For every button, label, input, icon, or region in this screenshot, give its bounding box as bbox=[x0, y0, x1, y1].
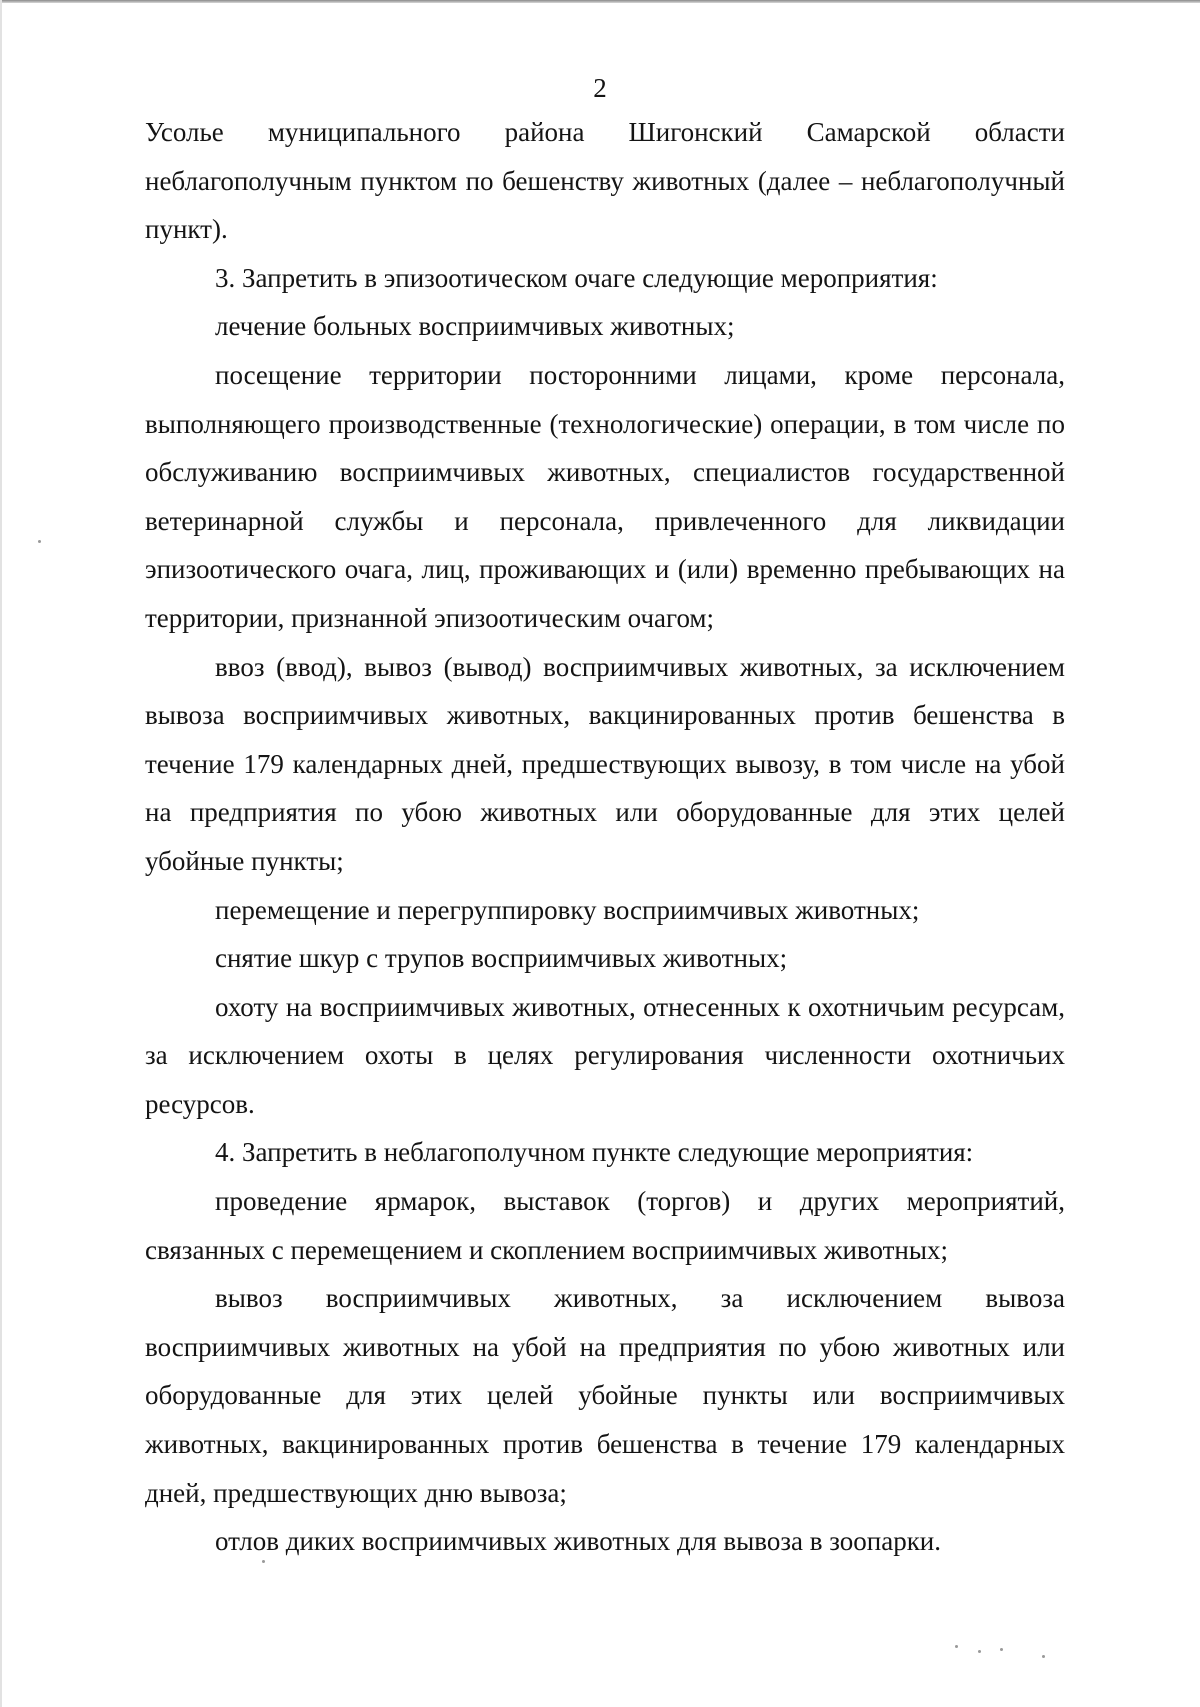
paragraph-item-3-heading: 3. Запретить в эпизоотическом очаге следующие мероприятия: bbox=[215, 262, 938, 293]
paragraph-skinning-ban: снятие шкур с трупов восприимчивых животных; bbox=[215, 943, 788, 974]
scan-left-edge bbox=[0, 0, 2, 1707]
paragraph-capture-ban: отлов диких восприимчивых животных для вывоза в зоопарки. bbox=[215, 1526, 942, 1557]
paragraph-item-4-heading: 4. Запретить в неблагополучном пункте следующие мероприятия: bbox=[215, 1137, 974, 1168]
document-body bbox=[145, 108, 1065, 1566]
scan-speck bbox=[262, 1560, 265, 1563]
scan-speck bbox=[38, 540, 41, 543]
scan-speck bbox=[1042, 1655, 1045, 1658]
scan-speck bbox=[955, 1645, 958, 1648]
scan-speck bbox=[1000, 1648, 1003, 1651]
paragraph-import-export-ban: ввоз (ввод), вывоз (вывод) восприимчивых животных, за исключением вывоза восприимчивых животных, вакцинированных против бешенства в течение 179 календарных дней, предшествующих вывозу, в том числе на убой на предприятия по убою животных или оборудованные для этих целей убойные пункты; bbox=[145, 651, 1065, 876]
scan-top-edge bbox=[0, 0, 1200, 3]
paragraph-treatment-ban: лечение больных восприимчивых животных; bbox=[215, 311, 735, 342]
scan-speck bbox=[978, 1650, 981, 1653]
paragraph-removal-ban: вывоз восприимчивых животных, за исключением вывоза восприимчивых животных на убой на предприятия по убою животных или оборудованные для этих целей убойные пункты или восприимчивых животных, вакцинированных против бешенства в течение 179 календарных дней, предшествующих дню вывоза; bbox=[145, 1283, 1065, 1508]
paragraph-hunting-ban: охоту на восприимчивых животных, отнесенных к охотничьим ресурсам, за исключением охоты в целях регулирования численности охотничьих ресурсов. bbox=[145, 991, 1065, 1119]
paragraph-regrouping-ban: перемещение и перегруппировку восприимчивых животных; bbox=[215, 894, 920, 925]
paragraph-visit-ban: посещение территории посторонними лицами, кроме персонала, выполняющего производственные (технологические) операции, в том числе по обслуживанию восприимчивых животных, специалистов государственной ветеринарной службы и персонала, привлеченного для ликвидации эпизоотического очага, лиц, проживающих и (или) временно пребывающих на территории, признанной эпизоотическим очагом; bbox=[145, 359, 1065, 633]
page-number: 2 bbox=[593, 73, 607, 103]
paragraph-fairs-ban: проведение ярмарок, выставок (торгов) и других мероприятий, связанных с перемещением и скоплением восприимчивых животных; bbox=[145, 1186, 1065, 1265]
paragraph-continuation: Усолье муниципального района Шигонский Самарской области неблагополучным пунктом по бешенству животных (далее – неблагополучный пункт). bbox=[145, 117, 1065, 245]
